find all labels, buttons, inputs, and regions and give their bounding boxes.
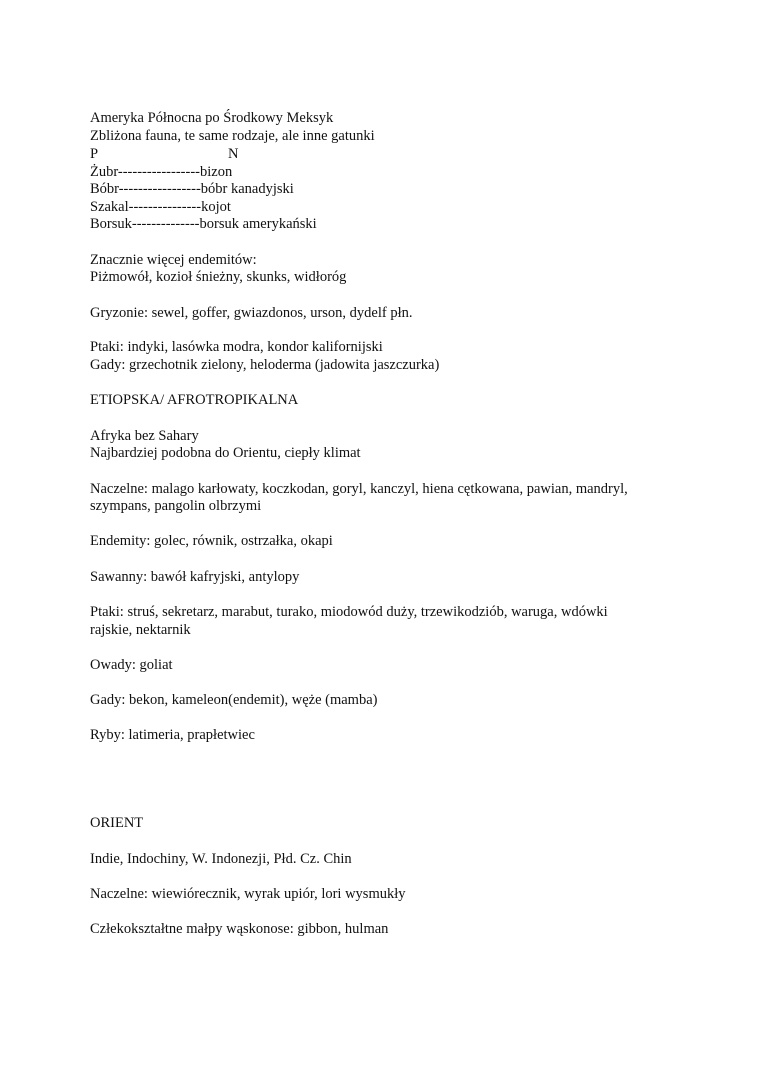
section-heading-ethiopian: ETIOPSKA/ AFROTROPIKALNA bbox=[90, 392, 299, 408]
similarity-line: Najbardziej podobna do Orientu, ciepły klimat bbox=[90, 445, 361, 461]
species-pair: Borsuk--------------borsuk amerykański bbox=[90, 216, 317, 232]
reptiles-line: Gady: grzechotnik zielony, heloderma (jadowita jaszczurka) bbox=[90, 357, 440, 373]
species-pair: Żubr-----------------bizon bbox=[90, 164, 233, 180]
primates-line: Naczelne: wiewiórecznik, wyrak upiór, lori wysmukły bbox=[90, 886, 406, 902]
insects-line: Owady: goliat bbox=[90, 657, 173, 673]
species-pair: Szakal---------------kojot bbox=[90, 199, 231, 215]
column-header-n: N bbox=[228, 146, 239, 162]
primates-line-cont: szympans, pangolin olbrzymi bbox=[90, 498, 262, 514]
rodents-line: Gryzonie: sewel, goffer, gwiazdonos, urson, dydelf płn. bbox=[90, 305, 413, 321]
savanna-line: Sawanny: bawół kafryjski, antylopy bbox=[90, 569, 300, 585]
reptiles-line: Gady: bekon, kameleon(endemit), węże (mamba) bbox=[90, 692, 378, 708]
endemics-list: Piżmowół, kozioł śnieżny, skunks, widłoróg bbox=[90, 269, 347, 285]
species-pair: Bóbr-----------------bóbr kanadyjski bbox=[90, 181, 294, 197]
birds-line: Ptaki: indyki, lasówka modra, kondor kalifornijski bbox=[90, 339, 383, 355]
section-heading-orient: ORIENT bbox=[90, 815, 144, 831]
area-line: Indie, Indochiny, W. Indonezji, Płd. Cz. Chin bbox=[90, 851, 352, 867]
endemics-title: Znacznie więcej endemitów: bbox=[90, 252, 257, 268]
fauna-note: Zbliżona fauna, te same rodzaje, ale inne gatunki bbox=[90, 128, 375, 144]
column-header-p: P bbox=[90, 146, 99, 162]
birds-line-cont: rajskie, nektarnik bbox=[90, 622, 191, 638]
birds-line: Ptaki: struś, sekretarz, marabut, turako, miodowód duży, trzewikodziób, waruga, wdówki bbox=[90, 604, 608, 620]
area-line: Afryka bez Sahary bbox=[90, 428, 199, 444]
primates-line: Naczelne: malago karłowaty, koczkodan, goryl, kanczyl, hiena cętkowana, pawian, mandryl, bbox=[90, 481, 628, 497]
apes-line: Człekokształtne małpy wąskonose: gibbon, hulman bbox=[90, 921, 389, 937]
region-description: Ameryka Północna po Środkowy Meksyk bbox=[90, 110, 334, 126]
fish-line: Ryby: latimeria, prapłetwiec bbox=[90, 727, 255, 743]
endemics-line: Endemity: golec, równik, ostrzałka, okapi bbox=[90, 533, 333, 549]
